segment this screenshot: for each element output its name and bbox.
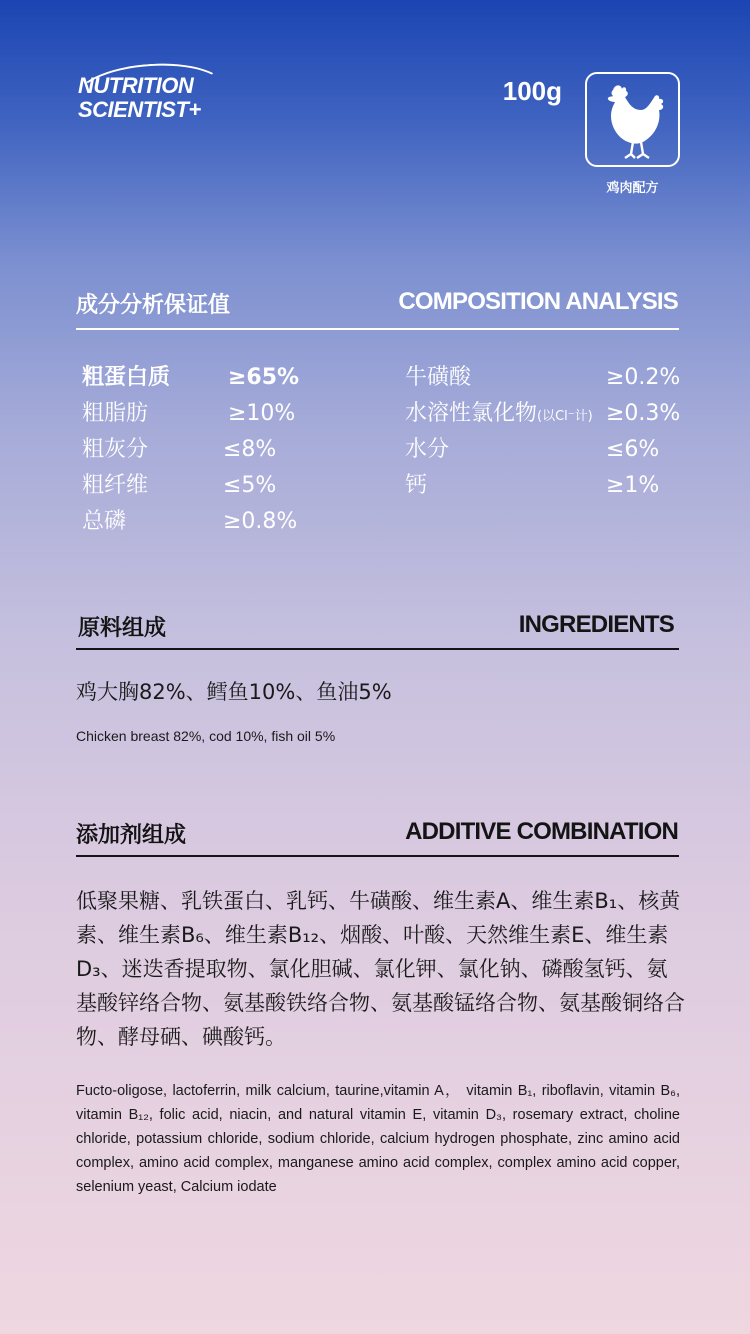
composition-left-value: ≥0.8% bbox=[223, 509, 298, 534]
composition-right-name: 水分 bbox=[405, 437, 450, 462]
composition-right-value: ≥1% bbox=[606, 473, 660, 498]
additives-title-en: ADDITIVE COMBINATION bbox=[405, 818, 678, 845]
composition-left-value: ≤8% bbox=[223, 437, 277, 462]
additives-divider bbox=[76, 855, 679, 857]
composition-left-name: 总磷 bbox=[82, 509, 127, 534]
composition-left-value: ≥65% bbox=[228, 365, 300, 390]
composition-title-cn: 成分分析保证值 bbox=[76, 293, 231, 318]
composition-left-name: 粗灰分 bbox=[82, 437, 149, 462]
composition-right-value: ≥0.2% bbox=[606, 365, 681, 390]
composition-right-note: (以Cl⁻计) bbox=[537, 409, 593, 424]
brand-line-2: SCIENTIST+ bbox=[78, 97, 201, 122]
additives-text-en: Fucto-oligose, lactoferrin, milk calcium, taurine,vitamin A， vitamin B₁, riboflavin, vitamin B₆, vitamin B₁₂, folic acid, niacin, and natural vitamin E, vitamin D₃, rosemary extract, choline chloride, potassium chloride, sodium chloride, calcium hydrogen phosphate, zinc amino acid complex, amino acid complex, manganese amino acid complex, complex amino acid copper, selenium yeast, Calcium iodate bbox=[76, 1083, 680, 1195]
recipe-badge-label: 鸡肉配方 bbox=[606, 181, 659, 196]
additives-text-cn: 低聚果糖、乳铁蛋白、乳钙、牛磺酸、维生素A、维生素B₁、核黄素、维生素B₆、维生素B₁₂、烟酸、叶酸、天然维生素E、维生素D₃、迷迭香提取物、氯化胆碱、氯化钾、氯化钠、磷酸氢钙、氨基酸锌络合物、氨基酸铁络合物、氨基酸锰络合物、氨基酸铜络合物、酵母硒、碘酸钙。 bbox=[76, 889, 685, 1049]
ingredients-text-cn: 鸡大胸82%、鳕鱼10%、鱼油5% bbox=[76, 680, 392, 704]
composition-left-value: ≥10% bbox=[228, 401, 296, 426]
composition-left-name: 粗蛋白质 bbox=[82, 365, 171, 390]
ingredients-text-en: Chicken breast 82%, cod 10%, fish oil 5% bbox=[76, 728, 336, 744]
composition-left-name: 粗脂肪 bbox=[82, 401, 149, 426]
additives-title-cn: 添加剂组成 bbox=[76, 823, 187, 848]
composition-left-name: 粗纤维 bbox=[82, 473, 149, 498]
composition-right-name-text: 水溶性氯化物 bbox=[405, 401, 538, 426]
composition-left-value: ≤5% bbox=[223, 473, 277, 498]
ingredients-title-en: INGREDIENTS bbox=[518, 611, 674, 638]
composition-right-value: ≥0.3% bbox=[606, 401, 681, 426]
composition-table bbox=[0, 360, 750, 560]
composition-divider bbox=[76, 328, 679, 330]
composition-right-name: 钙 bbox=[405, 473, 428, 498]
composition-right-name: 牛磺酸 bbox=[405, 365, 472, 390]
brand-line-1: NUTRITION bbox=[78, 73, 194, 98]
ingredients-title-cn: 原料组成 bbox=[78, 616, 167, 641]
composition-title-en: COMPOSITION ANALYSIS bbox=[398, 288, 678, 315]
net-weight: 100g bbox=[502, 76, 562, 106]
chicken-icon bbox=[599, 80, 669, 162]
ingredients-divider bbox=[76, 648, 679, 650]
composition-right-value: ≤6% bbox=[606, 437, 660, 462]
composition-right-name bbox=[405, 396, 593, 435]
brand-logo bbox=[78, 74, 201, 122]
recipe-badge bbox=[585, 72, 680, 167]
